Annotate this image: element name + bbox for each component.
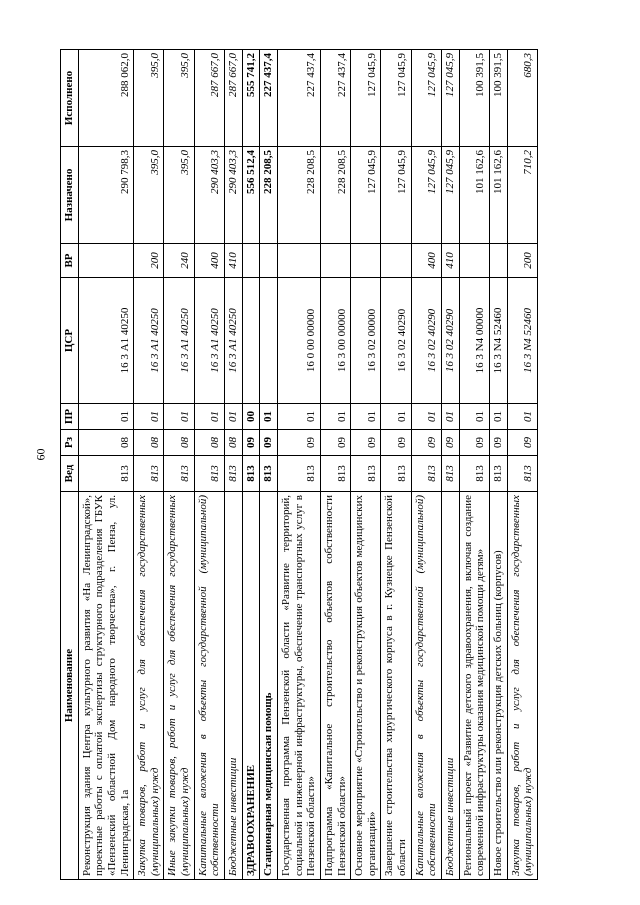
- row-pr-cell: 01: [489, 404, 507, 430]
- row-csr-cell: 16 3 02 00000: [351, 278, 381, 404]
- row-csr-cell: 16 3 А1 40250: [225, 278, 243, 404]
- row-vr-cell: [78, 244, 134, 278]
- row-rz-cell: 08: [78, 430, 134, 456]
- row-csr-cell: 16 3 А1 40250: [78, 278, 134, 404]
- row-csr-cell: 16 3 А1 40250: [164, 278, 194, 404]
- header-ispolneno: Исполнено: [61, 50, 79, 147]
- row-vr-cell: 400: [194, 244, 224, 278]
- row-pr-cell: 01: [351, 404, 381, 430]
- row-ved-cell: 813: [351, 456, 381, 492]
- row-pr-cell: 01: [320, 404, 350, 430]
- row-ved-cell: 813: [489, 456, 507, 492]
- table-row: [164, 50, 194, 880]
- row-vr-cell: 200: [134, 244, 164, 278]
- row-pr-cell: 01: [134, 404, 164, 430]
- row-name-cell: Стационарная медицинская помощь: [260, 492, 278, 880]
- row-pr-cell: 01: [194, 404, 224, 430]
- row-vr-cell: [277, 244, 320, 278]
- row-rz-cell: 09: [507, 430, 537, 456]
- row-csr-cell: 16 3 N4 52460: [507, 278, 537, 404]
- row-naznacheno-cell: 127 045,9: [381, 147, 411, 244]
- row-ispolneno-cell: 288 062,0: [78, 50, 134, 147]
- row-name-cell: Завершение строительства хирургического корпуса в г. Кузнецке Пензенской области: [381, 492, 411, 880]
- row-name-cell: Закупка товаров, работ и услуг для обеспечения государственных (муниципальных) нужд: [507, 492, 537, 880]
- row-naznacheno-cell: 127 045,9: [351, 147, 381, 244]
- row-name-cell: Региональный проект «Развитие детского здравоохранения, включая создание современной инфраструктуры оказания медицинской помощи детям»: [459, 492, 489, 880]
- row-csr-cell: 16 3 02 40290: [381, 278, 411, 404]
- row-ved-cell: 813: [411, 456, 441, 492]
- header-name: Наименование: [61, 492, 79, 880]
- row-ispolneno-cell: 127 045,9: [351, 50, 381, 147]
- table-row: [442, 50, 460, 880]
- row-ispolneno-cell: 555 741,2: [242, 50, 260, 147]
- row-naznacheno-cell: 290 403,3: [225, 147, 243, 244]
- row-ispolneno-cell: 127 045,9: [381, 50, 411, 147]
- table-body: [78, 50, 537, 880]
- table-row: [351, 50, 381, 880]
- row-rz-cell: 09: [489, 430, 507, 456]
- row-pr-cell: 01: [442, 404, 460, 430]
- row-naznacheno-cell: 290 403,3: [194, 147, 224, 244]
- row-vr-cell: 200: [507, 244, 537, 278]
- table-row: [459, 50, 489, 880]
- row-csr-cell: 16 3 А1 40250: [194, 278, 224, 404]
- row-ved-cell: 813: [194, 456, 224, 492]
- header-csr: ЦСР: [61, 278, 79, 404]
- row-vr-cell: [489, 244, 507, 278]
- row-ved-cell: 813: [225, 456, 243, 492]
- row-name-cell: Бюджетные инвестиции: [442, 492, 460, 880]
- row-ved-cell: 813: [164, 456, 194, 492]
- page-number: 60: [33, 448, 48, 461]
- row-ispolneno-cell: 227 437,4: [320, 50, 350, 147]
- row-name-cell: Государственная программа Пензенской области «Развитие территорий, социальной и инженерной инфраструктуры, обеспечение транспортных услуг в Пензенской области»: [277, 492, 320, 880]
- table-row: [134, 50, 164, 880]
- row-naznacheno-cell: 556 512,4: [242, 147, 260, 244]
- row-rz-cell: 09: [277, 430, 320, 456]
- row-ved-cell: 813: [134, 456, 164, 492]
- header-ved: Вед: [61, 456, 79, 492]
- table-row: [320, 50, 350, 880]
- row-csr-cell: 16 3 N4 52460: [489, 278, 507, 404]
- row-rz-cell: 09: [381, 430, 411, 456]
- table-row: [277, 50, 320, 880]
- row-ispolneno-cell: 287 667,0: [225, 50, 243, 147]
- row-ved-cell: 813: [507, 456, 537, 492]
- table-row: [260, 50, 278, 880]
- row-vr-cell: [260, 244, 278, 278]
- row-ved-cell: 813: [459, 456, 489, 492]
- row-vr-cell: [320, 244, 350, 278]
- row-vr-cell: 410: [442, 244, 460, 278]
- row-ispolneno-cell: 287 667,0: [194, 50, 224, 147]
- row-name-cell: Бюджетные инвестиции: [225, 492, 243, 880]
- rotated-page-content: [60, 50, 590, 880]
- row-ispolneno-cell: 100 391,5: [459, 50, 489, 147]
- table-row: [381, 50, 411, 880]
- row-vr-cell: [351, 244, 381, 278]
- row-ved-cell: 813: [78, 456, 134, 492]
- row-pr-cell: 01: [225, 404, 243, 430]
- row-vr-cell: [381, 244, 411, 278]
- row-rz-cell: 09: [351, 430, 381, 456]
- table-row: [489, 50, 507, 880]
- header-vr: ВР: [61, 244, 79, 278]
- row-rz-cell: 08: [194, 430, 224, 456]
- row-vr-cell: 240: [164, 244, 194, 278]
- row-pr-cell: 01: [164, 404, 194, 430]
- row-ved-cell: 813: [442, 456, 460, 492]
- row-ved-cell: 813: [260, 456, 278, 492]
- row-csr-cell: 16 3 02 40290: [411, 278, 441, 404]
- row-name-cell: Иные закупки товаров, работ и услуг для обеспечения государственных (муниципальных) нужд: [164, 492, 194, 880]
- table-header-row: [61, 50, 79, 880]
- header-naznacheno: Назначено: [61, 147, 79, 244]
- row-rz-cell: 09: [320, 430, 350, 456]
- row-csr-cell: 16 3 00 00000: [320, 278, 350, 404]
- row-name-cell: Закупка товаров, работ и услуг для обеспечения государственных (муниципальных) нужд: [134, 492, 164, 880]
- row-ispolneno-cell: 227 437,4: [277, 50, 320, 147]
- row-naznacheno-cell: 290 798,3: [78, 147, 134, 244]
- table-row: [194, 50, 224, 880]
- row-ispolneno-cell: 395,0: [134, 50, 164, 147]
- row-name-cell: Капитальные вложения в объекты государственной (муниципальной) собственности: [194, 492, 224, 880]
- row-ved-cell: 813: [242, 456, 260, 492]
- row-ispolneno-cell: 227 437,4: [260, 50, 278, 147]
- row-pr-cell: 01: [381, 404, 411, 430]
- table-row: [411, 50, 441, 880]
- row-name-cell: Новое строительство или реконструкция детских больниц (корпусов): [489, 492, 507, 880]
- row-pr-cell: 01: [507, 404, 537, 430]
- row-name-cell: Подпрограмма «Капитальное строительство объектов собственности Пензенской области»: [320, 492, 350, 880]
- budget-table: [60, 49, 538, 880]
- row-csr-cell: [242, 278, 260, 404]
- row-rz-cell: 09: [242, 430, 260, 456]
- row-naznacheno-cell: 395,0: [134, 147, 164, 244]
- header-pr: ПР: [61, 404, 79, 430]
- row-pr-cell: 01: [459, 404, 489, 430]
- row-ved-cell: 813: [277, 456, 320, 492]
- row-rz-cell: 09: [459, 430, 489, 456]
- row-naznacheno-cell: 101 162,6: [489, 147, 507, 244]
- row-vr-cell: 410: [225, 244, 243, 278]
- row-name-cell: Реконструкция здания Центра культурного развития «На Ленинградской», проектные работы с оплатой экспертизы структурного подразделения ГБУК «Пензенский областной Дом народного творчества», г. Пенза, ул. Ленинградская, 1а: [78, 492, 134, 880]
- row-csr-cell: 16 0 00 00000: [277, 278, 320, 404]
- row-naznacheno-cell: 127 045,9: [411, 147, 441, 244]
- row-ispolneno-cell: 127 045,9: [442, 50, 460, 147]
- row-rz-cell: 09: [442, 430, 460, 456]
- row-pr-cell: 01: [277, 404, 320, 430]
- row-pr-cell: 01: [78, 404, 134, 430]
- row-naznacheno-cell: 710,2: [507, 147, 537, 244]
- row-pr-cell: 00: [242, 404, 260, 430]
- row-ved-cell: 813: [381, 456, 411, 492]
- row-naznacheno-cell: 101 162,6: [459, 147, 489, 244]
- row-naznacheno-cell: 395,0: [164, 147, 194, 244]
- table-row: [78, 50, 134, 880]
- row-pr-cell: 01: [411, 404, 441, 430]
- row-csr-cell: 16 3 02 40290: [442, 278, 460, 404]
- table-row: [507, 50, 537, 880]
- row-csr-cell: 16 3 N4 00000: [459, 278, 489, 404]
- row-rz-cell: 09: [260, 430, 278, 456]
- row-naznacheno-cell: 228 208,5: [277, 147, 320, 244]
- row-rz-cell: 08: [225, 430, 243, 456]
- row-pr-cell: 01: [260, 404, 278, 430]
- row-vr-cell: 400: [411, 244, 441, 278]
- row-vr-cell: [459, 244, 489, 278]
- row-rz-cell: 08: [164, 430, 194, 456]
- row-ispolneno-cell: 100 391,5: [489, 50, 507, 147]
- table-row: [242, 50, 260, 880]
- row-naznacheno-cell: 228 208,5: [320, 147, 350, 244]
- row-ispolneno-cell: 395,0: [164, 50, 194, 147]
- row-naznacheno-cell: 228 208,5: [260, 147, 278, 244]
- row-naznacheno-cell: 127 045,9: [442, 147, 460, 244]
- header-rz: Рз: [61, 430, 79, 456]
- row-csr-cell: 16 3 А1 40250: [134, 278, 164, 404]
- row-name-cell: Основное мероприятие «Строительство и реконструкция объектов медицинских организаций»: [351, 492, 381, 880]
- row-rz-cell: 08: [134, 430, 164, 456]
- row-ved-cell: 813: [320, 456, 350, 492]
- row-ispolneno-cell: 680,3: [507, 50, 537, 147]
- row-name-cell: ЗДРАВООХРАНЕНИЕ: [242, 492, 260, 880]
- row-csr-cell: [260, 278, 278, 404]
- row-name-cell: Капитальные вложения в объекты государственной (муниципальной) собственности: [411, 492, 441, 880]
- row-ispolneno-cell: 127 045,9: [411, 50, 441, 147]
- row-rz-cell: 09: [411, 430, 441, 456]
- row-vr-cell: [242, 244, 260, 278]
- table-row: [225, 50, 243, 880]
